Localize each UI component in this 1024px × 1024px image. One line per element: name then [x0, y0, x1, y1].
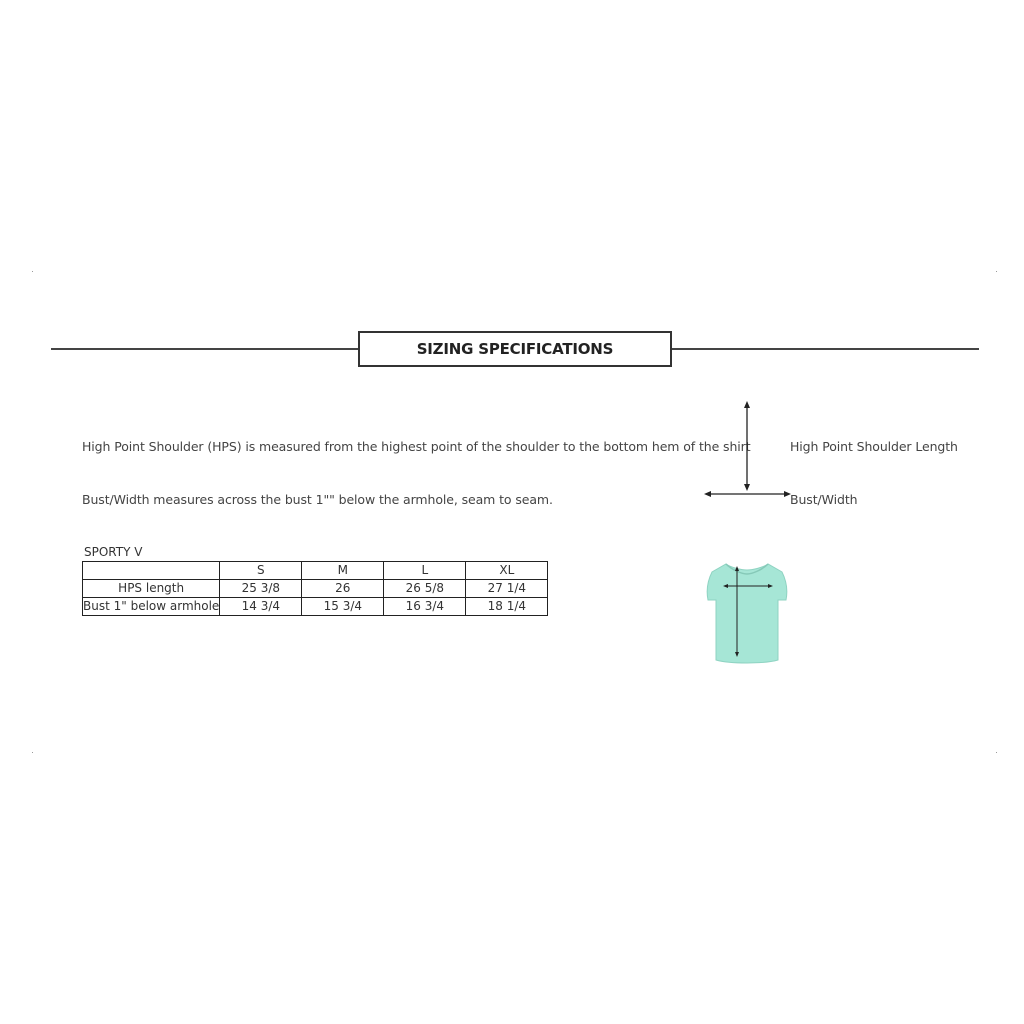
header-cell-m: M — [302, 562, 384, 580]
table-cell: 25 3/8 — [220, 580, 302, 598]
tshirt-icon — [702, 560, 792, 668]
corner-mark-bottom-right — [996, 752, 997, 753]
table-cell: 16 3/4 — [384, 598, 466, 616]
title-box — [358, 331, 672, 367]
row-label-hps: HPS length — [83, 580, 220, 598]
table-row — [83, 580, 548, 598]
header-cell-empty — [83, 562, 220, 580]
measurement-arrows-icon — [700, 398, 800, 503]
table-cell: 15 3/4 — [302, 598, 384, 616]
size-chart-table — [82, 561, 548, 616]
table-header-row — [83, 562, 548, 580]
table-row — [83, 598, 548, 616]
table-cell: 26 5/8 — [384, 580, 466, 598]
corner-mark-bottom-left — [32, 752, 33, 753]
vertical-arrow-head-bottom — [744, 484, 750, 491]
table-cell: 14 3/4 — [220, 598, 302, 616]
header-cell-xl: XL — [466, 562, 548, 580]
title-rule-left — [51, 348, 359, 350]
bust-description: Bust/Width measures across the bust 1"" below the armhole, seam to seam. — [82, 492, 553, 507]
tshirt-body — [707, 564, 787, 663]
horizontal-arrow-head-left — [704, 491, 711, 497]
corner-mark-top-right — [996, 271, 997, 272]
page-title: SIZING SPECIFICATIONS — [416, 340, 614, 358]
horizontal-measure-label: Bust/Width — [790, 492, 858, 507]
table-cell: 27 1/4 — [466, 580, 548, 598]
table-cell: 18 1/4 — [466, 598, 548, 616]
header-cell-l: L — [384, 562, 466, 580]
title-rule-right — [670, 348, 979, 350]
corner-mark-top-left — [32, 271, 33, 272]
table-cell: 26 — [302, 580, 384, 598]
vertical-arrow-head-top — [744, 401, 750, 408]
row-label-bust: Bust 1" below armhole — [83, 598, 220, 616]
hps-description: High Point Shoulder (HPS) is measured from the highest point of the shoulder to the bottom hem of the shirt — [82, 439, 751, 454]
vertical-measure-label: High Point Shoulder Length — [790, 439, 958, 454]
table-caption: SPORTY V — [84, 545, 143, 559]
header-cell-s: S — [220, 562, 302, 580]
